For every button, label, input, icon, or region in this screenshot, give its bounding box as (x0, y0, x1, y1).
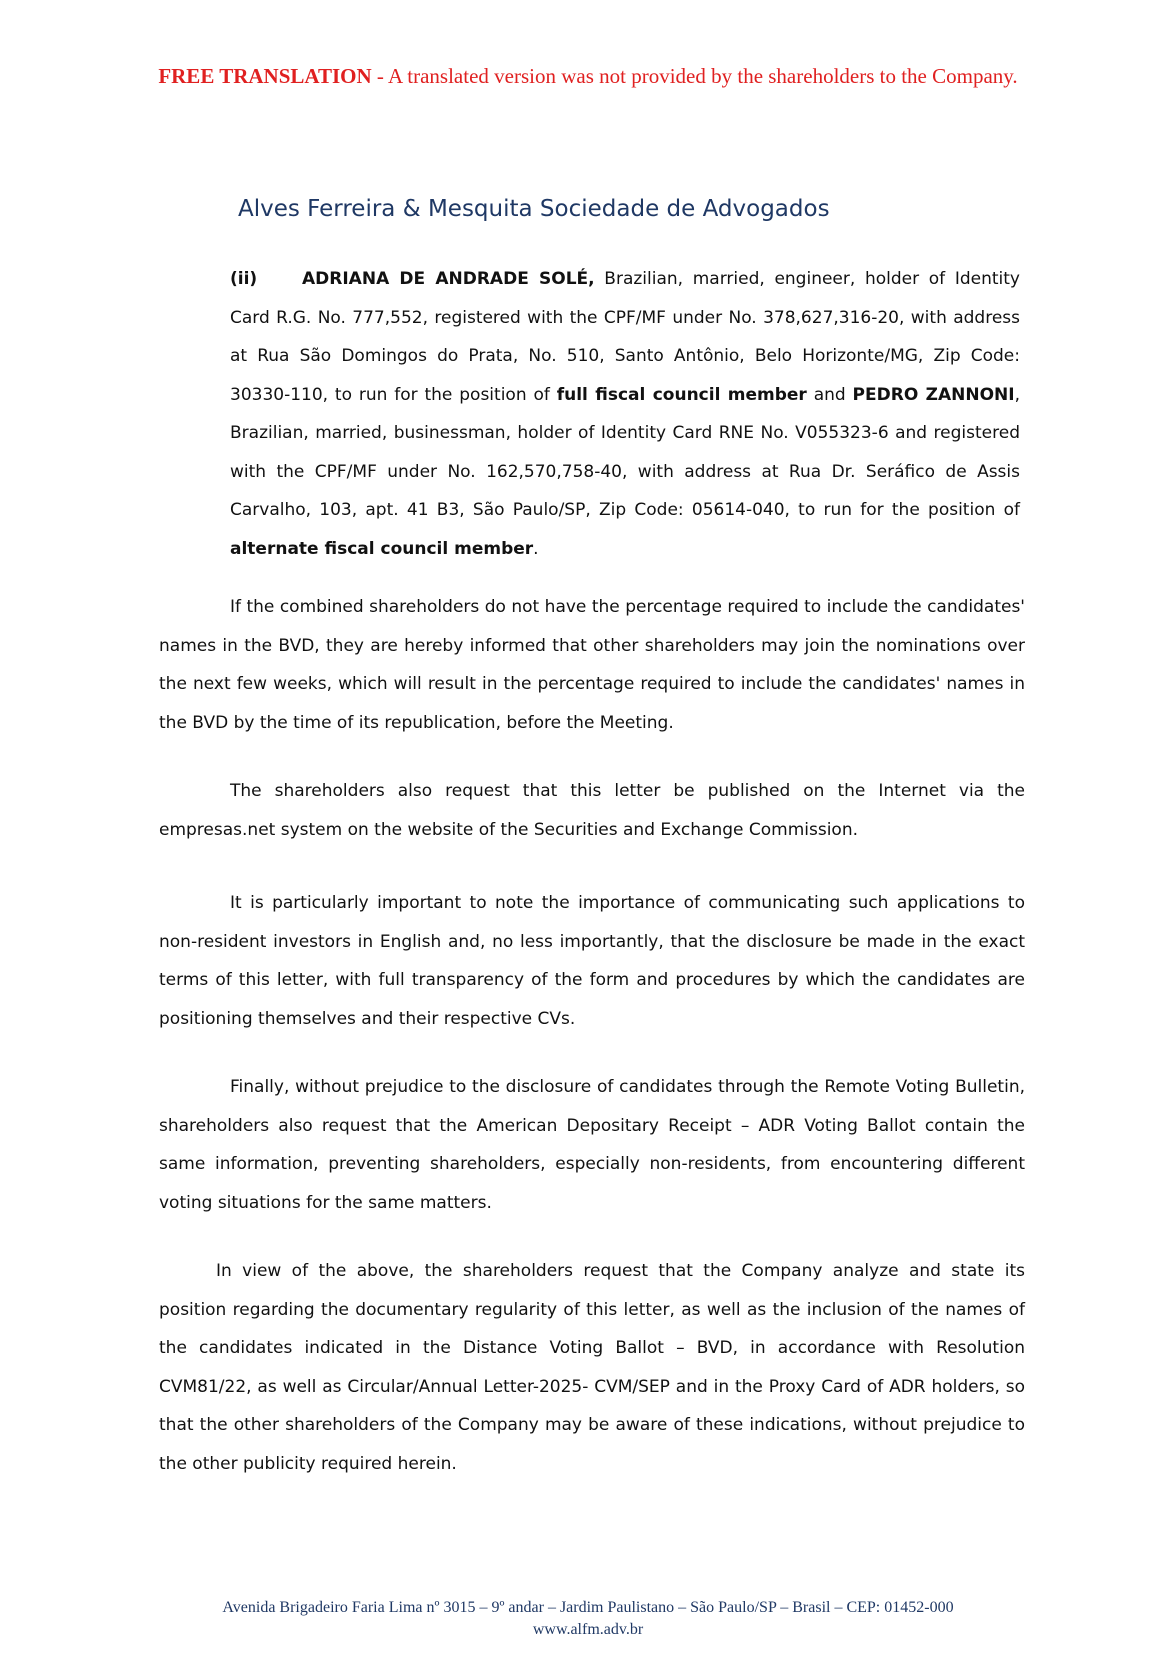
paragraph-request: In view of the above, the shareholders request that the Company analyze and state its position regarding the documentary regularity of this letter, as well as the inclusion of the names of the candidates indicated in the Distance Voting Ballot – BVD, in accordance with Resolution CVM81/22, as well as Circular/Annual Letter-2025- CVM/SEP and in the Proxy Card of ADR holders, so that the other shareholders of the Company may be aware of these indications, without prejudice to the other publicity required herein. (159, 1261, 1025, 1474)
page-footer (0, 1597, 1176, 1641)
nominee-text-4: . (533, 538, 539, 559)
translation-notice-rest: - A translated version was not provided by the shareholders to the Company. (371, 64, 1018, 88)
position-full-member: full fiscal council member (556, 384, 807, 405)
paragraph-percentage: If the combined shareholders do not have the percentage required to include the candidates' names in the BVD, they are hereby informed that other shareholders may join the nominations over the next few weeks, which will result in the percentage required to include the candidates' names in the BVD by the time of its republication, before the Meeting. (159, 597, 1025, 733)
footer-address: Avenida Brigadeiro Faria Lima nº 3015 – 9º andar – Jardim Paulistano – São Paulo/SP – Brasil – CEP: 01452-000 (222, 1599, 954, 1616)
item-marker: (ii) (230, 269, 258, 289)
footer-website: www.alfm.adv.br (532, 1621, 644, 1638)
paragraph-english-disclosure: It is particularly important to note the importance of communicating such applications to non-resident investors in English and, no less importantly, that the disclosure be made in the exact terms of this letter, with full transparency of the form and procedures by which the candidates are positioning themselves and their respective CVs. (159, 893, 1025, 1029)
translation-notice (0, 64, 1176, 89)
position-alternate-member: alternate fiscal council member (230, 538, 534, 559)
nominee-text-2: and (806, 384, 853, 405)
nominee-text-3: , Brazilian, married, businessman, holder of Identity Card RNE No. V055323-6 and registered with the CPF/MF under No. 162,570,758-40, with address at Rua Dr. Seráfico de Assis Carvalho, 103, apt. 41 B3, São Paulo/SP, Zip Code: 05614-040, to run for the position of (230, 384, 1020, 520)
translation-notice-strong: FREE TRANSLATION (158, 64, 372, 88)
paragraph-adr-ballot: Finally, without prejudice to the disclosure of candidates through the Remote Voting Bulletin, shareholders also request that the American Depositary Receipt – ADR Voting Ballot contain the same information, preventing shareholders, especially non-residents, from encountering different voting situations for the same matters. (159, 1077, 1025, 1213)
nominee-name-pedro: PEDRO ZANNONI (852, 384, 1015, 405)
nominee-text-1: Brazilian, married, engineer, holder of Identity Card R.G. No. 777,552, registered with the CPF/MF under No. 378,627,316-20, with address at Rua São Domingos do Prata, No. 510, Santo Antônio, Belo Horizonte/MG, Zip Code: 30330-110, to run for the position of (230, 269, 1020, 405)
nominee-name-adriana: ADRIANA DE ANDRADE SOLÉ, (302, 269, 595, 289)
nominee-item-ii (230, 260, 1020, 568)
paragraph-publication: The shareholders also request that this letter be published on the Internet via the empresas.net system on the website of the Securities and Exchange Commission. (159, 781, 1025, 840)
law-firm-name: Alves Ferreira & Mesquita Sociedade de Advogados (238, 196, 830, 222)
